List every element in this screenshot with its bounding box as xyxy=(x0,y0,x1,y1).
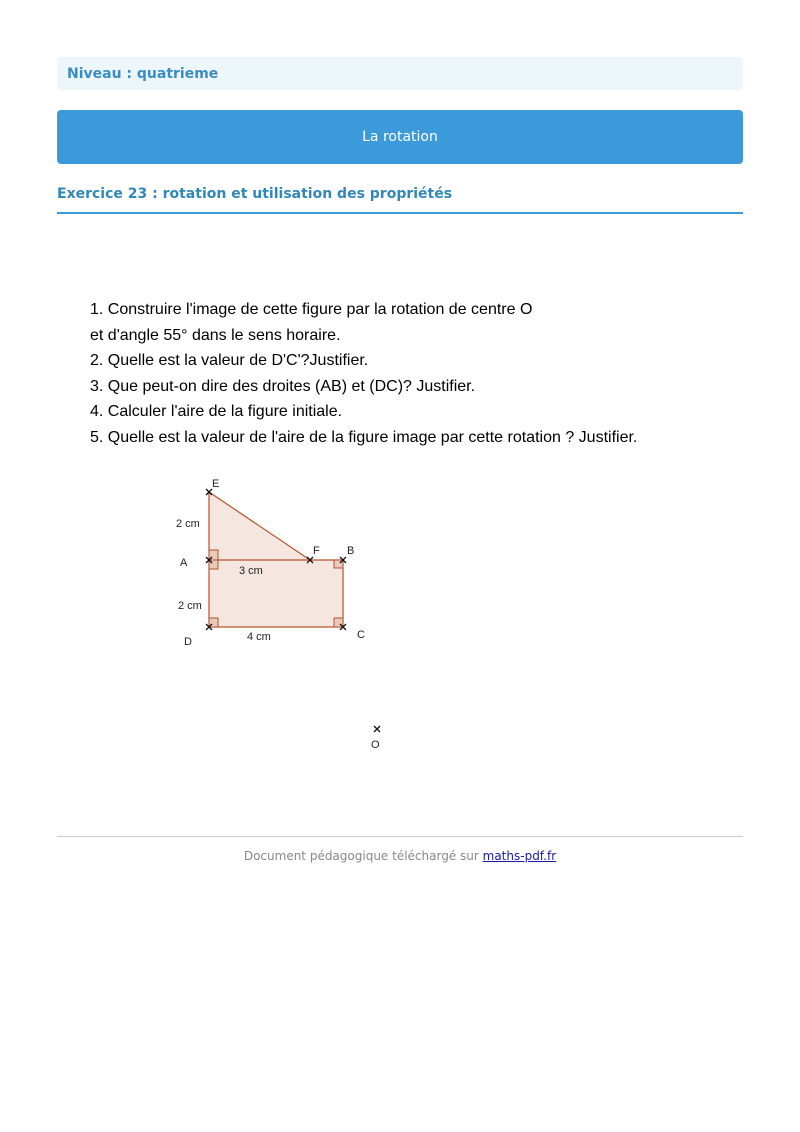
level-box xyxy=(57,57,743,90)
question-line: 1. Construire l'image de cette figure par la rotation de centre O xyxy=(90,301,533,318)
footer-link[interactable]: maths-pdf.fr xyxy=(482,849,557,863)
geometry-figure xyxy=(150,470,410,760)
exercise-title: Exercice 23 : rotation et utilisation des propriétés xyxy=(57,186,743,214)
measure-dc: 4 cm xyxy=(247,631,271,643)
question-line: 4. Calculer l'aire de la figure initiale. xyxy=(90,403,343,421)
point-d-label: D xyxy=(184,636,192,648)
page-title: La rotation xyxy=(362,129,438,145)
point-o-mark xyxy=(374,726,380,732)
point-o-label: O xyxy=(371,739,380,751)
point-e-label: E xyxy=(212,478,220,490)
question-list xyxy=(90,297,637,451)
measure-af: 3 cm xyxy=(239,565,263,577)
question-line: et d'angle 55° dans le sens horaire. xyxy=(90,326,341,344)
question-line: 5. Quelle est la valeur de l'aire de la figure image par cette rotation ? Justifier. xyxy=(90,428,638,446)
question-line: 3. Que peut-on dire des droites (AB) et (DC)? Justifier. xyxy=(90,377,476,395)
measure-ad: 2 cm xyxy=(178,600,202,612)
question-line: 2. Quelle est la valeur de D'C'?Justifier. xyxy=(90,352,369,370)
footer-divider xyxy=(57,836,743,837)
measure-ea: 2 cm xyxy=(176,518,200,530)
point-b-label: B xyxy=(347,545,355,557)
point-c-label: C xyxy=(357,629,365,641)
footer-text: Document pédagogique téléchargé sur xyxy=(243,849,483,863)
point-a-label: A xyxy=(180,557,188,569)
level-label: Niveau : quatrieme xyxy=(67,65,219,82)
point-f-label: F xyxy=(313,545,320,557)
title-bar xyxy=(57,110,743,164)
footer xyxy=(0,849,800,863)
